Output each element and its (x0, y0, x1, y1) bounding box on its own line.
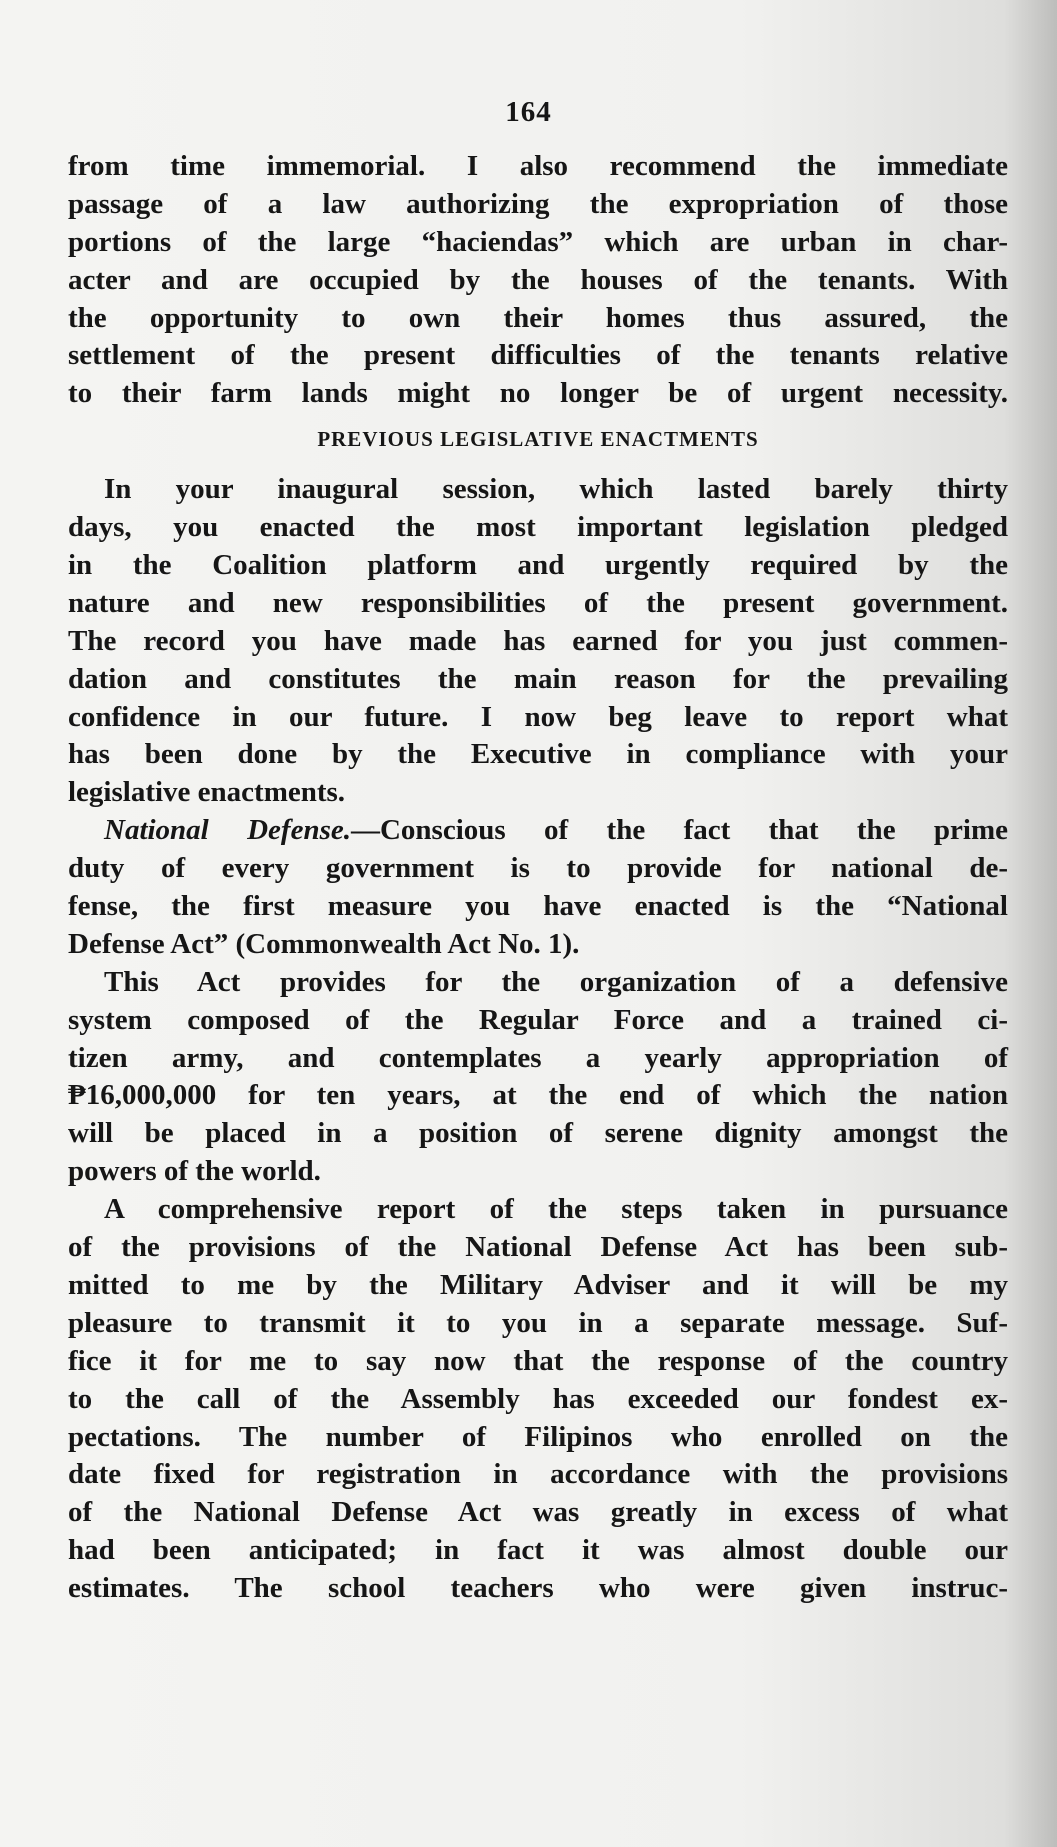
paragraph-5 (68, 1191, 1008, 1608)
run-in-heading: National Defense. (104, 814, 351, 847)
text-line: pleasure to transmit it to you in a separate message. Suf- (68, 1306, 1008, 1339)
text-line: estimates. The school teachers who were given instruc- (68, 1572, 1008, 1605)
text-line: acter and are occupied by the houses of the tenants. With (68, 263, 1008, 296)
text-line: Defense Act” (Commonwealth Act No. 1). (68, 927, 580, 960)
text-line: date fixed for registration in accordance with the provisions (68, 1458, 1008, 1491)
text-line: duty of every government is to provide for national de- (68, 852, 1008, 885)
paragraph-4 (68, 964, 1008, 1191)
text-line: to the call of the Assembly has exceeded our fondest ex- (68, 1382, 1008, 1415)
text-line: system composed of the Regular Force and a trained ci- (68, 1003, 1008, 1036)
page-number: 164 (505, 96, 552, 128)
text-line: A comprehensive report of the steps taken in pursuance (104, 1193, 1008, 1226)
text-line: will be placed in a position of serene dignity amongst the (68, 1117, 1008, 1150)
text-line: tizen army, and contemplates a yearly appropriation of (68, 1041, 1008, 1074)
text-line: ₱16,000,000 for ten years, at the end of which the nation (68, 1079, 1008, 1112)
text-line: portions of the large “haciendas” which are urban in char- (68, 225, 1008, 258)
text-line: dation and constitutes the main reason for the prevailing (68, 662, 1008, 695)
text-line: passage of a law authorizing the expropriation of those (68, 187, 1008, 220)
text-line: had been anticipated; in fact it was almost double our (68, 1534, 1008, 1567)
text-line: of the National Defense Act was greatly in excess of what (68, 1496, 1008, 1529)
text-run: —Conscious of the fact that the prime (350, 814, 1009, 847)
text-line: in the Coalition platform and urgently required by the (68, 549, 1008, 582)
text-line: settlement of the present difficulties of the tenants relative (68, 339, 1008, 372)
text-line: The record you have made has earned for you just commen- (68, 624, 1008, 657)
text-line: the opportunity to own their homes thus assured, the (68, 301, 1008, 334)
text-line: nature and new responsibilities of the present government. (68, 586, 1008, 619)
paragraph-2 (68, 471, 1008, 812)
text-line: pectations. The number of Filipinos who enrolled on the (68, 1420, 1008, 1453)
text-line: mitted to me by the Military Adviser and it will be my (68, 1268, 1008, 1301)
text-line: legislative enactments. (68, 776, 346, 809)
text-line: This Act provides for the organization of a defensive (104, 965, 1008, 998)
text-line: from time immemorial. I also recommend the immediate (68, 150, 1008, 182)
text-line: confidence in our future. I now beg leave to report what (68, 700, 1008, 733)
text-line: has been done by the Executive in compliance with your (68, 738, 1008, 771)
paragraph-1 (68, 148, 1008, 413)
paragraph-3 (68, 812, 1008, 964)
section-heading: PREVIOUS LEGISLATIVE ENACTMENTS (317, 427, 759, 452)
body-text (68, 148, 1008, 1608)
text-line: In your inaugural session, which lasted barely thirty (104, 473, 1008, 506)
text-line: days, you enacted the most important legislation pledged (68, 511, 1008, 544)
text-line: fice it for me to say now that the response of the country (68, 1344, 1008, 1377)
text-line: to their farm lands might no longer be of urgent necessity. (68, 377, 1008, 410)
text-line: fense, the first measure you have enacted is the “National (68, 890, 1008, 923)
text-line: of the provisions of the National Defense Act has been sub- (68, 1231, 1008, 1264)
text-line (68, 812, 1008, 850)
text-line: powers of the world. (68, 1155, 321, 1188)
